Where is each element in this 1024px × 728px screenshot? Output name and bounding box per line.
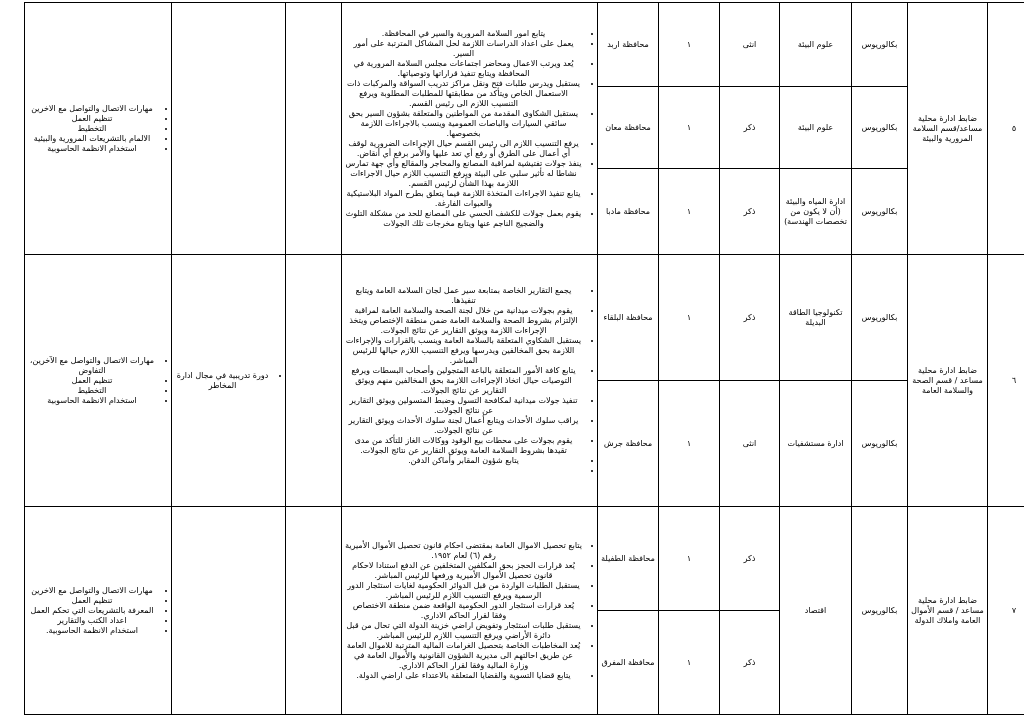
location: محافظة البلقاء xyxy=(598,255,659,381)
tasks-list-item: • يتابع شؤون المقابر وأماكن الدفن. xyxy=(345,456,582,466)
skills-list xyxy=(28,356,168,406)
count: ١ xyxy=(659,381,720,507)
tasks-list xyxy=(345,29,594,229)
tasks-list-item: • يراقب سلوك الأحداث ويتابع أعمال لجنة سلوك الأحداث ويوثق التقارير عن نتائج الجولات. xyxy=(345,416,582,436)
training-cell xyxy=(172,507,286,715)
qualification: بكالوريوس xyxy=(852,3,908,87)
tasks-list-item: • يتابع تحصيل الاموال العامة بمقتضى احكام قانون تحصيل الأموال الأميرية رقم (٦) لعام ١٩٥٢. xyxy=(345,541,582,561)
skills-list xyxy=(28,104,168,154)
count: ١ xyxy=(659,611,720,715)
tasks-list-item: • يستقبل طلبات استئجار وتفويض اراضي خزينة الدولة التي تحال من قبل دائرة الأراضي ويرفع التنسيب اللازم للرئيس المباشر. xyxy=(345,621,582,641)
job-title: ضابط ادارة محلية مساعد / قسم الصحة والسلامة العامة xyxy=(908,255,988,507)
tasks-list-item: • يستقبل الشكاوي المتعلقة بالسلامة العامة وينسب بالقرارات والإجراءات اللازمة بحق المخالفين ويدرسها ويرفع التنسيب اللازم حيالها للرئيس المباشر. xyxy=(345,336,582,366)
count: ١ xyxy=(659,87,720,169)
tasks-list-item: • يتابع امور السلامة المرورية والسير في المحافظة. xyxy=(345,29,582,39)
specialty: تكنولوجيا الطاقة البديلة xyxy=(780,255,852,381)
count: ١ xyxy=(659,169,720,255)
job-title: ضابط ادارة محلية مساعد / قسم الأموال العامة واملاك الدولة xyxy=(908,507,988,715)
training-list xyxy=(175,371,282,391)
tasks-list-item: • يقوم بجولات على محطات بيع الوقود ووكالات الغاز للتأكد من مدى تقيدها بشروط السلامة العامة ويوثق التقارير عن نتائج الجولات. xyxy=(345,436,582,456)
gender: انثى xyxy=(720,3,780,87)
tasks-list-item: • يعمل على اعداد الدراسات اللازمة لحل المشاكل المترتبة على أمور السير. xyxy=(345,39,582,59)
gender: ذكر xyxy=(720,87,780,169)
tasks-list-item: • يستقبل الطلبات الواردة من قبل الدوائر الحكومية لغايات استئجار الدور الرسمية ويرفع التنسيب اللازم للرئيس المباشر. xyxy=(345,581,582,601)
training-cell xyxy=(172,255,286,507)
tasks-cell xyxy=(342,3,598,255)
location: محافظة جرش xyxy=(598,381,659,507)
row-number: ٦ xyxy=(988,255,1024,507)
tasks-list-item: • يُعد قرارات استئجار الدور الحكومية الواقعة ضمن منطقة الاختصاص وفقا لقرار الحاكم الاداري. xyxy=(345,601,582,621)
training-cell xyxy=(172,3,286,255)
tasks-list-item: • يجمع التقارير الخاصة بمتابعة سير عمل لجان السلامة العامة ويتابع تنفيذها. xyxy=(345,286,582,306)
count: ١ xyxy=(659,255,720,381)
specialty: اقتصاد xyxy=(780,507,852,715)
skills-list-item: • الالمام بالتشريعات المرورية والبيئية xyxy=(28,134,156,144)
qualification: بكالوريوس xyxy=(852,381,908,507)
qualification: بكالوريوس xyxy=(852,87,908,169)
location: محافظة معان xyxy=(598,87,659,169)
qualification: بكالوريوس xyxy=(852,255,908,381)
job-title: ضابط ادارة محلية مساعد/قسم السلامة المرورية والبيئة xyxy=(908,3,988,255)
tasks-list-item: • يُعد المخاطبات الخاصة بتحصيل الغرامات المالية المترتبة للاموال العامة عن طريق احالتهم الى مديرية الشؤون القانونية والأموال العامة في وزارة المالية وفقا لقرار الحاكم الاداري. xyxy=(345,641,582,671)
skills-list-item: • مهارات الاتصال والتواصل مع الآخرين، التفاوض xyxy=(28,356,156,376)
skills-list-item: • استخدام الانظمة الحاسوبية xyxy=(28,396,156,406)
specialty: علوم البيئة xyxy=(780,87,852,169)
tasks-list xyxy=(345,286,594,476)
training-list-item: • دورة تدريبية في مجال ادارة المخاطر xyxy=(175,371,270,391)
skills-list-item: • مهارات الاتصال والتواصل مع الاخرين xyxy=(28,104,156,114)
tasks-list-item: • يتابع قضايا التسوية والقضايا المتعلقة بالاعتداء على اراضي الدولة. xyxy=(345,671,582,681)
location: محافظة مادبا xyxy=(598,169,659,255)
skills-list-item: • تنظيم العمل xyxy=(28,114,156,124)
skills-list-item: • المعرفة بالتشريعات التي تحكم العمل xyxy=(28,606,156,616)
skills-list-item: • تنظيم العمل xyxy=(28,376,156,386)
location: محافظة المفرق xyxy=(598,611,659,715)
skills-list-item: • التخطيط xyxy=(28,386,156,396)
table-body xyxy=(25,3,1024,715)
tasks-list-item: • ينفذ جولات تفتيشية لمراقبة المصانع والمحاجر والمقالع وأي جهة تمارس نشاطا له تأثير سلبي على البيئة ويرفع التنسيب اللازم حيال الاجراءات اللازمة بهذا الشأن لرئيس القسم. xyxy=(345,159,582,189)
skills-list-item: • التخطيط xyxy=(28,124,156,134)
table-row xyxy=(25,507,1024,611)
tasks-list-item: • يتابع تنفيذ الاجراءات المتخذة اللازمة فيما يتعلق بطرح المواد البلاستيكية والعبوات الفارغة. xyxy=(345,189,582,209)
skills-list xyxy=(28,586,168,636)
tasks-list-item: • يتابع كافة الأمور المتعلقة بالباعة المتجولين وأصحاب البسطات ويرفع التوصيات حيال اتخاذ الإجراءات اللازمة بحق المخالفين منهم ويوثق التقارير عن نتائج الجولات. xyxy=(345,366,582,396)
tasks-cell xyxy=(342,507,598,715)
location: محافظة اربد xyxy=(598,3,659,87)
gender: ذكر xyxy=(720,507,780,611)
tasks-list xyxy=(345,541,594,681)
gender: انثى xyxy=(720,381,780,507)
jobs-table xyxy=(24,2,1024,715)
count: ١ xyxy=(659,507,720,611)
table-row xyxy=(25,3,1024,87)
skills-cell xyxy=(25,507,172,715)
empty-cell xyxy=(286,255,342,507)
tasks-list-item: • يقوم بعمل جولات للكشف الحسي على المصانع للحد من مشكلة التلوث والضجيج الناجم عنها ويتابع مخرجات تلك الجولات xyxy=(345,209,582,229)
specialty: ادارة مستشفيات xyxy=(780,381,852,507)
skills-list-item: • اعداد الكتب والتقارير xyxy=(28,616,156,626)
empty-cell xyxy=(286,507,342,715)
gender: ذكر xyxy=(720,611,780,715)
tasks-cell xyxy=(342,255,598,507)
skills-list-item: • تنظيم العمل xyxy=(28,596,156,606)
tasks-list-item: • يرفع التنسيب اللازم الى رئيس القسم حيال الإجراءات الضرورية لوقف أي أعمال على الطرق أو رفع أي تعد عليها والأمر برفع أي أنقاض. xyxy=(345,139,582,159)
skills-list-item: • استخدام الانظمة الحاسوبية. xyxy=(28,626,156,636)
skills-list-item: • مهارات الاتصال والتواصل مع الاخرين xyxy=(28,586,156,596)
tasks-list-item: • يُعد ويرتب الاعمال ومحاضر اجتماعات مجلس السلامة المرورية في المحافظة ويتابع تنفيذ قراراتها وتوصياتها. xyxy=(345,59,582,79)
tasks-list-item: • يستقبل ويدرس طلبات فتح ونقل مراكز تدريب السواقة والمركبات ذات الاستعمال الخاص ويتأكد من مطابقتها للمطلبات المطلوبة ويرفع التنسيب اللازم الى رئيس القسم. xyxy=(345,79,582,109)
gender: ذكر xyxy=(720,255,780,381)
specialty: علوم البيئة xyxy=(780,3,852,87)
tasks-list-item: • تنفيذ جولات ميدانية لمكافحة التسول وضبط المتسولين ويوثق التقارير عن نتائج الجولات. xyxy=(345,396,582,416)
tasks-list-item: • يستقبل الشكاوى المقدمة من المواطنين والمتعلقة بشؤون السير بحق سائقي السيارات والباصات العمومية وينسب بالاجراءات اللازمة بخصوصها. xyxy=(345,109,582,139)
tasks-list-item xyxy=(345,466,582,476)
row-number: ٥ xyxy=(988,3,1024,255)
tasks-list-item: • يُعد قرارات الحجز بحق المكلفين المتخلفين عن الدفع استنادا لاحكام قانون تحصيل الأموال الأميرية ورفعها للرئيس المباشر. xyxy=(345,561,582,581)
specialty: ادارة المياه والبيئة (أن لا يكون من تخصصات الهندسة) xyxy=(780,169,852,255)
empty-cell xyxy=(286,3,342,255)
qualification: بكالوريوس xyxy=(852,507,908,715)
tasks-list-item: • يقوم بجولات ميدانية من خلال لجنة الصحة والسلامة العامة لمراقبة الإلتزام بشروط الصحة والسلامة العامة ضمن منطقة الإختصاص ويتخذ الإجراءات اللازمة ويوثق التقارير عن نتائج الجولات. xyxy=(345,306,582,336)
gender: ذكر xyxy=(720,169,780,255)
skills-cell xyxy=(25,3,172,255)
skills-list-item: • استخدام الانظمة الحاسوبية xyxy=(28,144,156,154)
row-number: ٧ xyxy=(988,507,1024,715)
table-row xyxy=(25,255,1024,381)
qualification: بكالوريوس xyxy=(852,169,908,255)
count: ١ xyxy=(659,3,720,87)
skills-cell xyxy=(25,255,172,507)
location: محافظة الطفيلة xyxy=(598,507,659,611)
